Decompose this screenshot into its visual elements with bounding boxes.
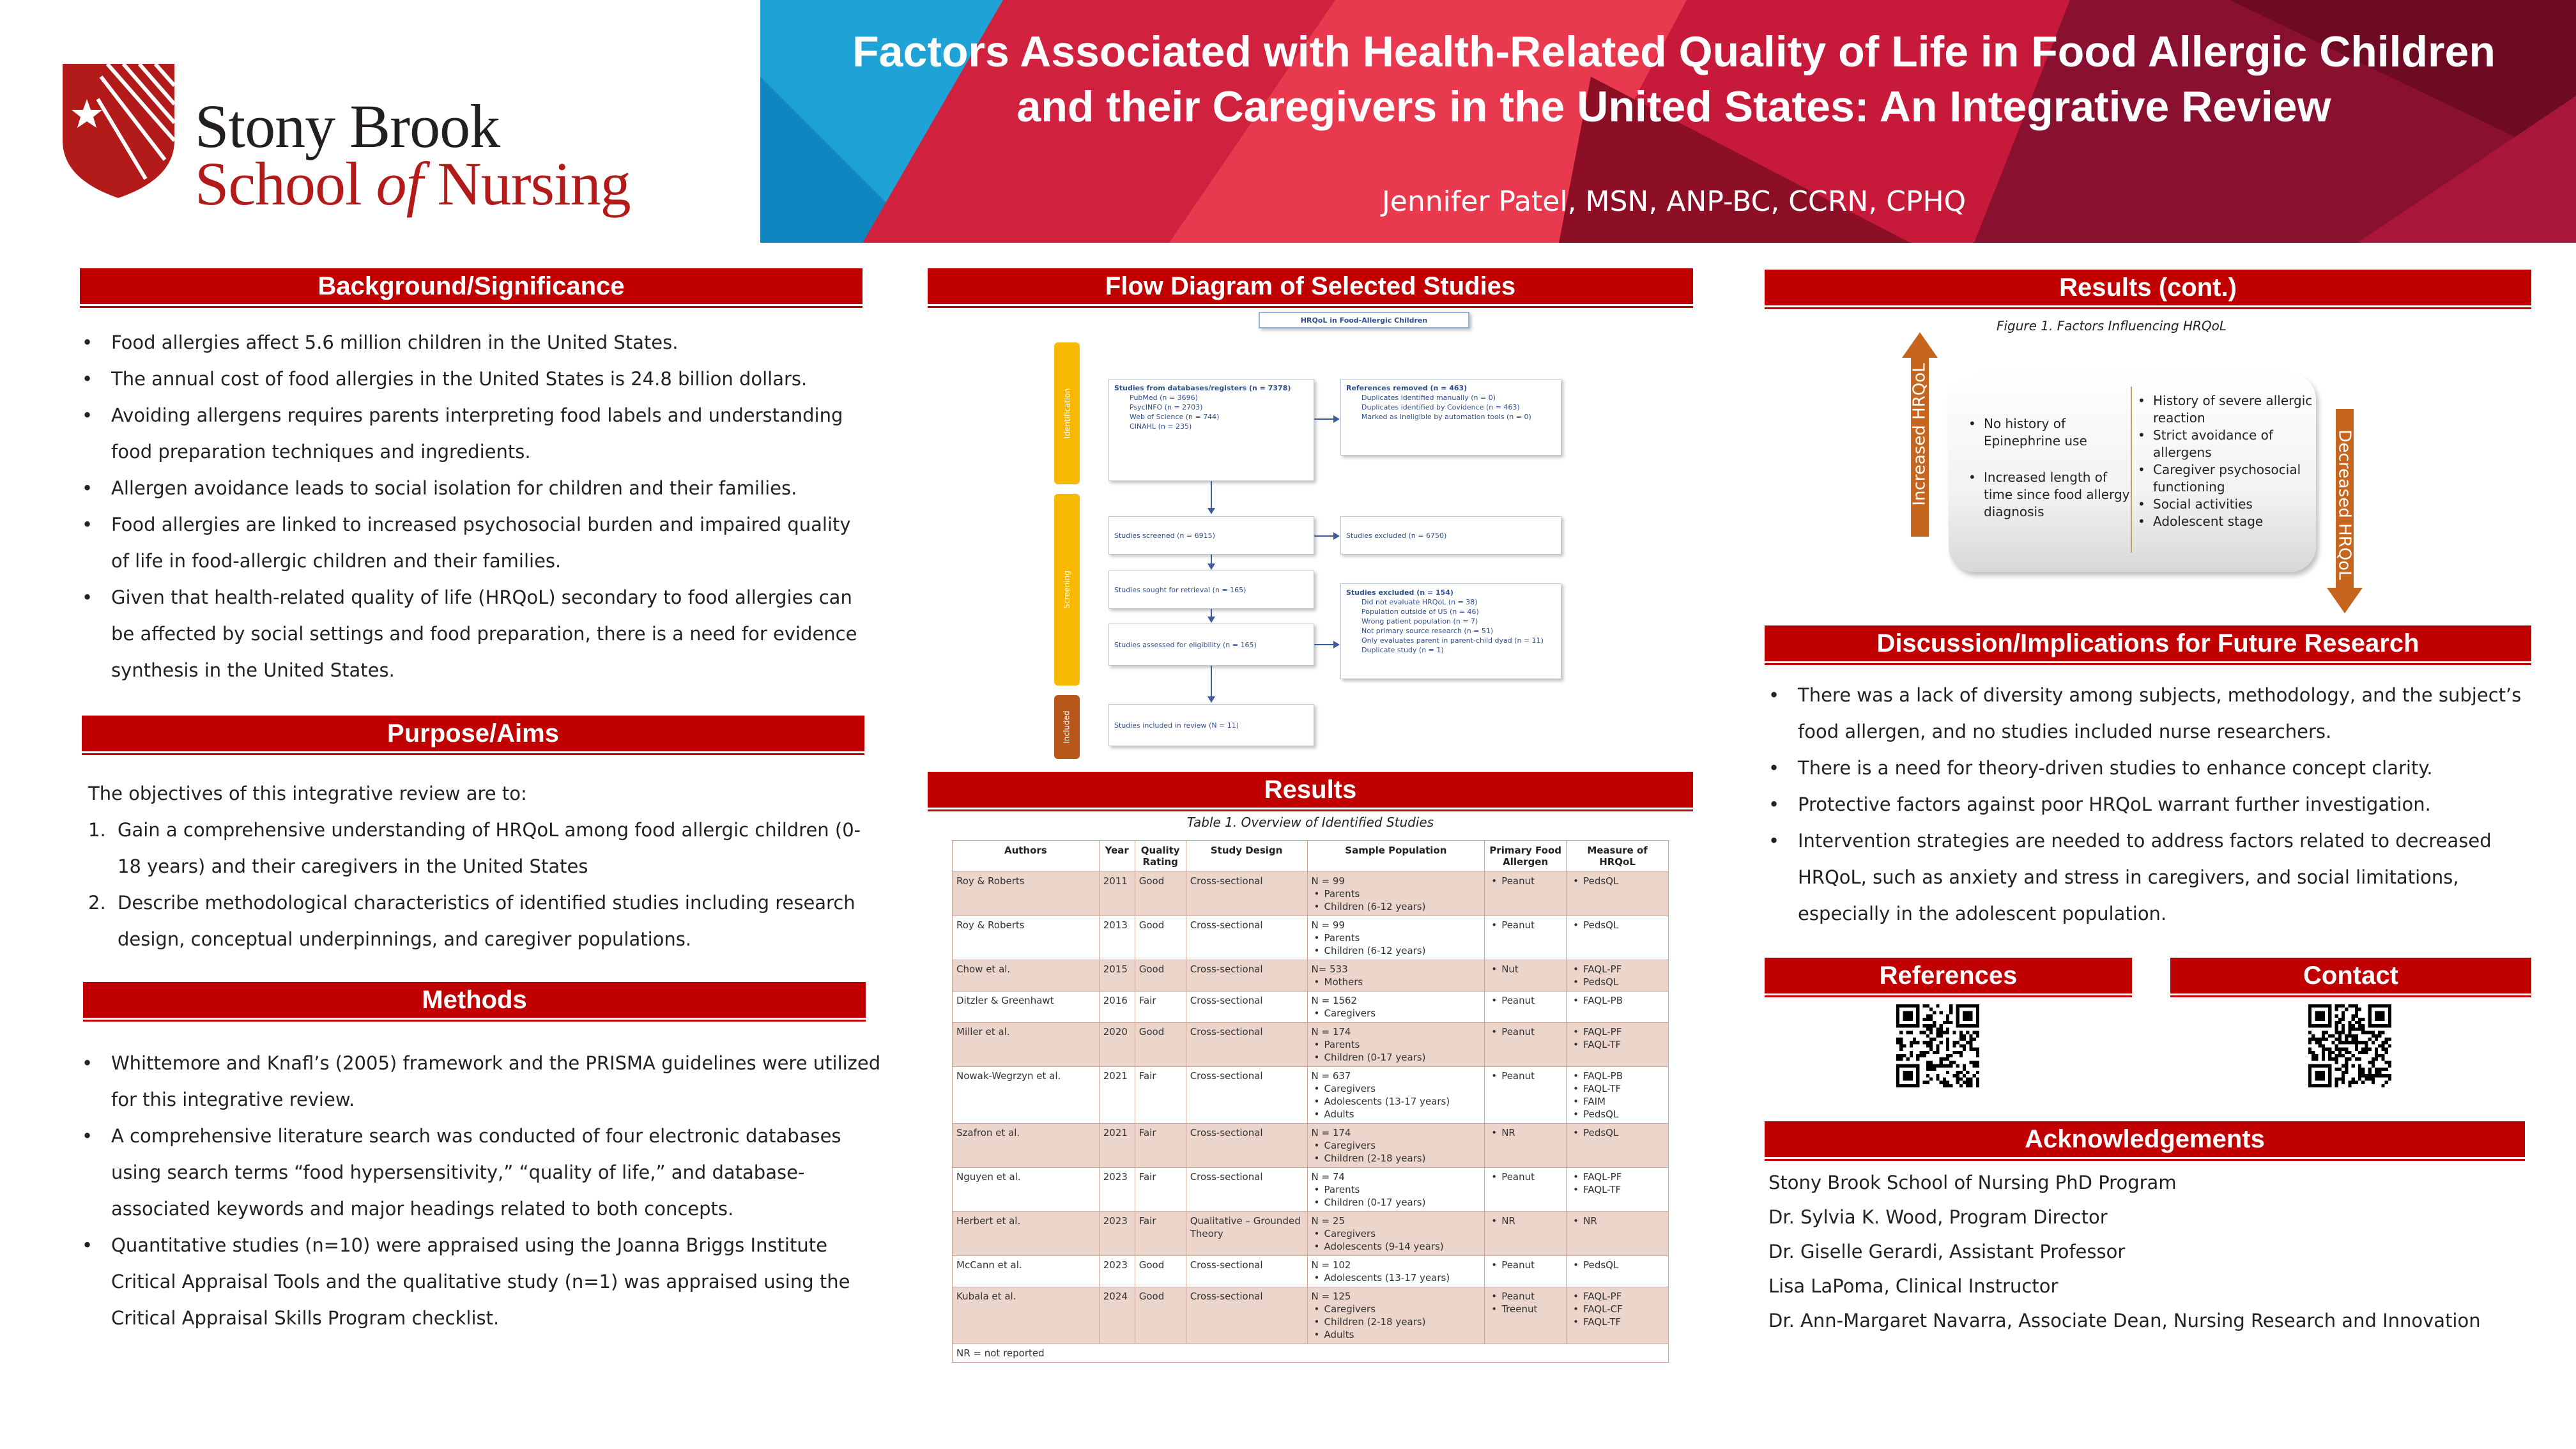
flow-side-screening: Screening (1054, 494, 1080, 686)
table-cell: Good (1135, 916, 1186, 960)
table-row (953, 916, 1669, 960)
list-item: • Intervention strategies are needed to address factors related to decreased HRQoL, such as anxiety and stress in caregivers, and social limitations, especially in the adolescent population. (1763, 823, 2546, 932)
flow-arrow (1211, 609, 1212, 622)
table-cell: • Peanut (1485, 1067, 1567, 1124)
section-header-acknowledgements: Acknowledgements (1765, 1121, 2525, 1157)
table-cell: Qualitative – Grounded Theory (1186, 1212, 1307, 1256)
flow-arrow (1211, 555, 1212, 569)
list-item: • Adolescent stage (2134, 513, 2319, 530)
list-item: • No history of Epinephrine use (1965, 415, 2131, 450)
list-item: • Protective factors against poor HRQoL warrant further investigation. (1763, 786, 2546, 823)
prisma-flow-diagram (1048, 312, 1572, 765)
table-cell: 2021 (1099, 1124, 1135, 1168)
list-item: • Food allergies are linked to increased psychosocial burden and impaired quality of life in food-allergic children and their families. (77, 507, 869, 579)
background-list (77, 325, 869, 689)
table-cell: Good (1135, 1023, 1186, 1067)
stony-brook-shield-logo (63, 64, 174, 198)
figure-caption: Figure 1. Factors Influencing HRQoL (1996, 318, 2227, 334)
references-qr-code-icon[interactable] (1896, 1004, 1979, 1087)
table-cell: 2021 (1099, 1067, 1135, 1124)
section-header-references: References (1765, 958, 2132, 993)
table-row (953, 872, 1669, 916)
table-cell: N = 637 • Caregivers • Adolescents (13-17 years) • Adults (1307, 1067, 1485, 1124)
table-cell: Ditzler & Greenhawt (953, 992, 1100, 1023)
section-header-results-cont: Results (cont.) (1765, 270, 2531, 305)
table-cell: Fair (1135, 1124, 1186, 1168)
table-cell: Herbert et al. (953, 1212, 1100, 1256)
table-cell: Cross-sectional (1186, 1023, 1307, 1067)
list-item: • Caregiver psychosocial functioning (2134, 461, 2319, 496)
increased-hrqol-label: Increased HRQoL (1910, 363, 1929, 506)
list-item: 1. Gain a comprehensive understanding of HRQoL among food allergic children (0-18 years) and their caregivers in the United States (88, 819, 861, 877)
section-header-methods: Methods (83, 982, 866, 1018)
section-header-discussion: Discussion/Implications for Future Research (1765, 625, 2531, 661)
list-item: • Increased length of time since food allergy diagnosis (1965, 469, 2131, 521)
table-cell: • Peanut (1485, 1256, 1567, 1287)
figure-divider (2131, 387, 2132, 553)
table-cell: • PedsQL (1567, 916, 1669, 960)
table-cell: • PedsQL (1567, 1124, 1669, 1168)
column-header: Sample Population (1307, 841, 1485, 872)
table-cell: Nguyen et al. (953, 1168, 1100, 1212)
table-cell: • PedsQL (1567, 1256, 1669, 1287)
list-item: Dr. Sylvia K. Wood, Program Director (1768, 1206, 2108, 1228)
column-header: Year (1099, 841, 1135, 872)
table-cell: Szafron et al. (953, 1124, 1100, 1168)
list-item: • The annual cost of food allergies in the United States is 24.8 billion dollars. (77, 361, 869, 397)
list-item: • Food allergies affect 5.6 million children in the United States. (77, 325, 869, 361)
list-item: Stony Brook School of Nursing PhD Program (1768, 1172, 2177, 1193)
purpose-list (88, 776, 874, 958)
table-row (953, 992, 1669, 1023)
section-header-flow: Flow Diagram of Selected Studies (928, 268, 1693, 304)
flow-top-box: HRQoL in Food-Allergic Children (1259, 312, 1469, 328)
flow-arrow (1314, 535, 1338, 537)
table-cell: Fair (1135, 992, 1186, 1023)
table-cell: 2020 (1099, 1023, 1135, 1067)
table-cell: • FAQL-PF • PedsQL (1567, 960, 1669, 992)
figure-right-column (2134, 392, 2319, 530)
table-cell: • FAQL-PB (1567, 992, 1669, 1023)
list-item: • Allergen avoidance leads to social isolation for children and their families. (77, 470, 869, 507)
table-row (953, 1124, 1669, 1168)
logo-area (0, 0, 760, 243)
list-item: 2. Describe methodological characteristics of identified studies including research design, conceptual underpinnings, and caregiver populations. (88, 892, 855, 950)
table-cell: Cross-sectional (1186, 1256, 1307, 1287)
flow-box-screened: Studies screened (n = 6915) (1108, 516, 1314, 555)
table-footnote: NR = not reported (953, 1344, 1669, 1363)
table-cell: Cross-sectional (1186, 872, 1307, 916)
flow-arrow (1314, 418, 1338, 420)
table-cell: 2015 (1099, 960, 1135, 992)
list-item: • A comprehensive literature search was conducted of four electronic databases using search terms “food hypersensitivity,” “quality of life,” and database-associated keywords and major headings related to both concepts. (77, 1118, 882, 1227)
discussion-list (1763, 677, 2546, 932)
table-cell: Kubala et al. (953, 1287, 1100, 1344)
list-item: • Whittemore and Knafl’s (2005) framework and the PRISMA guidelines were utilized for this integrative review. (77, 1045, 882, 1118)
table-row (953, 1067, 1669, 1124)
flow-side-identification: Identification (1054, 342, 1080, 484)
table-cell: 2023 (1099, 1168, 1135, 1212)
table-cell: • Peanut (1485, 992, 1567, 1023)
list-item: • Social activities (2134, 496, 2319, 513)
table-cell: N = 99 • Parents • Children (6-12 years) (1307, 916, 1485, 960)
table-cell: • Peanut • Treenut (1485, 1287, 1567, 1344)
list-item: • There was a lack of diversity among subjects, methodology, and the subject’s food allergen, and no studies included nurse researchers. (1763, 677, 2546, 750)
list-item: • Strict avoidance of allergens (2134, 427, 2319, 461)
flow-box-identified: Studies from databases/registers (n = 7378) PubMed (n = 3696) PsycINFO (n = 2703) Web of Science (n = 744) CINAHL (n = 235) (1108, 379, 1314, 481)
section-header-purpose: Purpose/Aims (82, 716, 864, 751)
section-header-contact: Contact (2170, 958, 2531, 993)
table-row (953, 1023, 1669, 1067)
table-cell: N = 125 • Caregivers • Children (2-18 years) • Adults (1307, 1287, 1485, 1344)
list-item: • Given that health-related quality of life (HRQoL) secondary to food allergies can be affected by social settings and food preparation, there is a need for evidence synthesis in the United States. (77, 579, 869, 689)
studies-table (952, 840, 1669, 1363)
table-cell: 2024 (1099, 1287, 1135, 1344)
table-row (953, 1168, 1669, 1212)
list-item: • Avoiding allergens requires parents interpreting food labels and understanding food preparation techniques and ingredients. (77, 397, 869, 470)
table-row (953, 960, 1669, 992)
table-cell: 2016 (1099, 992, 1135, 1023)
flow-arrow (1314, 644, 1338, 645)
table-cell: • Peanut (1485, 1168, 1567, 1212)
list-item: • There is a need for theory-driven studies to enhance concept clarity. (1763, 750, 2546, 786)
table-cell: Cross-sectional (1186, 1287, 1307, 1344)
table-cell: Nowak-Wegrzyn et al. (953, 1067, 1100, 1124)
table-cell: Good (1135, 960, 1186, 992)
table-cell: Good (1135, 1287, 1186, 1344)
list-item: • History of severe allergic reaction (2134, 392, 2319, 427)
flow-box-excluded-2: Studies excluded (n = 154) Did not evaluate HRQoL (n = 38) Population outside of US (n = 46) Wrong patient population (n = 7) Not primary source research (n = 51) Only evaluates parent in parent-child dyad (n = 11) Duplicate study (n = 1) (1340, 583, 1561, 679)
table-cell: Fair (1135, 1212, 1186, 1256)
table-cell: Cross-sectional (1186, 1168, 1307, 1212)
flow-box-sought: Studies sought for retrieval (n = 165) (1108, 571, 1314, 609)
table-cell: Cross-sectional (1186, 992, 1307, 1023)
table-cell: • Nut (1485, 960, 1567, 992)
logo-line-school-of-nursing: School of Nursing (195, 150, 631, 218)
table-cell: N= 533 • Mothers (1307, 960, 1485, 992)
poster-title: Factors Associated with Health-Related Quality of Life in Food Allergic Children and their Caregivers in the United States: An Integrative Review (852, 27, 2496, 131)
table-cell: • PedsQL (1567, 872, 1669, 916)
table-cell: Roy & Roberts (953, 872, 1100, 916)
list-item: Dr. Giselle Gerardi, Assistant Professor (1768, 1241, 2126, 1262)
table-caption: Table 1. Overview of Identified Studies (1186, 815, 1434, 830)
poster-header (0, 0, 2576, 243)
table-header-row (953, 841, 1669, 872)
section-header-background: Background/Significance (80, 268, 862, 304)
title-banner (760, 0, 2576, 243)
table-cell: • Peanut (1485, 916, 1567, 960)
table-cell: N = 174 • Caregivers • Children (2-18 years) (1307, 1124, 1485, 1168)
table-cell: McCann et al. (953, 1256, 1100, 1287)
author-line: Jennifer Patel, MSN, ANP-BC, CCRN, CPHQ (1381, 185, 1966, 218)
flow-box-excluded-1: Studies excluded (n = 6750) (1340, 516, 1561, 555)
table-cell: 2011 (1099, 872, 1135, 916)
table-cell: N = 25 • Caregivers • Adolescents (9-14 years) (1307, 1212, 1485, 1256)
table-cell: • FAQL-PB • FAQL-TF • FAIM • PedsQL (1567, 1067, 1669, 1124)
table-cell: Chow et al. (953, 960, 1100, 992)
section-header-results: Results (928, 772, 1693, 808)
flow-box-assessed: Studies assessed for eligibility (n = 165) (1108, 624, 1314, 666)
table-cell: • FAQL-PF • FAQL-CF • FAQL-TF (1567, 1287, 1669, 1344)
table-cell: Miller et al. (953, 1023, 1100, 1067)
column-header: Study Design (1186, 841, 1307, 872)
table-cell: • NR (1567, 1212, 1669, 1256)
table-cell: N = 102 • Adolescents (13-17 years) (1307, 1256, 1485, 1287)
contact-qr-code-icon[interactable] (2308, 1004, 2391, 1087)
table-cell: Cross-sectional (1186, 960, 1307, 992)
flow-box-included: Studies included in review (N = 11) (1108, 704, 1314, 746)
column-header: Measure of HRQoL (1567, 841, 1669, 872)
table-cell: N = 99 • Parents • Children (6-12 years) (1307, 872, 1485, 916)
list-item: • Quantitative studies (n=10) were appraised using the Joanna Briggs Institute Critical Appraisal Tools and the qualitative study (n=1) was appraised using the Critical Appraisal Skills Program checklist. (77, 1227, 882, 1337)
table-cell: Good (1135, 1256, 1186, 1287)
methods-list (77, 1045, 882, 1337)
table-cell: N = 74 • Parents • Children (0-17 years) (1307, 1168, 1485, 1212)
table-body (953, 872, 1669, 1344)
flow-arrow (1211, 481, 1212, 513)
column-header: Primary Food Allergen (1485, 841, 1567, 872)
column-header: Authors (953, 841, 1100, 872)
table-cell: Cross-sectional (1186, 1124, 1307, 1168)
table-cell: • NR (1485, 1212, 1567, 1256)
table-cell: • FAQL-PF • FAQL-TF (1567, 1168, 1669, 1212)
flow-side-included: Included (1054, 695, 1080, 759)
table-cell: N = 1562 • Caregivers (1307, 992, 1485, 1023)
table-cell: Good (1135, 872, 1186, 916)
decreased-hrqol-label: Decreased HRQoL (2335, 429, 2354, 580)
table-cell: • Peanut (1485, 1023, 1567, 1067)
column-header: Quality Rating (1135, 841, 1186, 872)
table-cell: 2013 (1099, 916, 1135, 960)
table-row (953, 1287, 1669, 1344)
flow-arrow (1211, 666, 1212, 702)
purpose-intro: The objectives of this integrative review are to: (88, 783, 527, 804)
logo-line-stony-brook: Stony Brook (195, 92, 500, 160)
table-cell: 2023 (1099, 1212, 1135, 1256)
flow-box-removed: References removed (n = 463) Duplicates identified manually (n = 0) Duplicates identified by Covidence (n = 463) Marked as ineligible by automation tools (n = 0) (1340, 379, 1561, 456)
table-cell: • NR (1485, 1124, 1567, 1168)
table-row (953, 1212, 1669, 1256)
figure-left-column (1965, 415, 2131, 521)
table-cell: 2023 (1099, 1256, 1135, 1287)
table-cell: • FAQL-PF • FAQL-TF (1567, 1023, 1669, 1067)
table-cell: Fair (1135, 1067, 1186, 1124)
table-cell: • Peanut (1485, 872, 1567, 916)
table-cell: Cross-sectional (1186, 1067, 1307, 1124)
table-cell: Cross-sectional (1186, 916, 1307, 960)
list-item: Lisa LaPoma, Clinical Instructor (1768, 1275, 2058, 1297)
table-cell: Fair (1135, 1168, 1186, 1212)
table-cell: N = 174 • Parents • Children (0-17 years) (1307, 1023, 1485, 1067)
list-item: Dr. Ann-Margaret Navarra, Associate Dean, Nursing Research and Innovation (1768, 1310, 2481, 1331)
table-cell: Roy & Roberts (953, 916, 1100, 960)
table-row (953, 1256, 1669, 1287)
